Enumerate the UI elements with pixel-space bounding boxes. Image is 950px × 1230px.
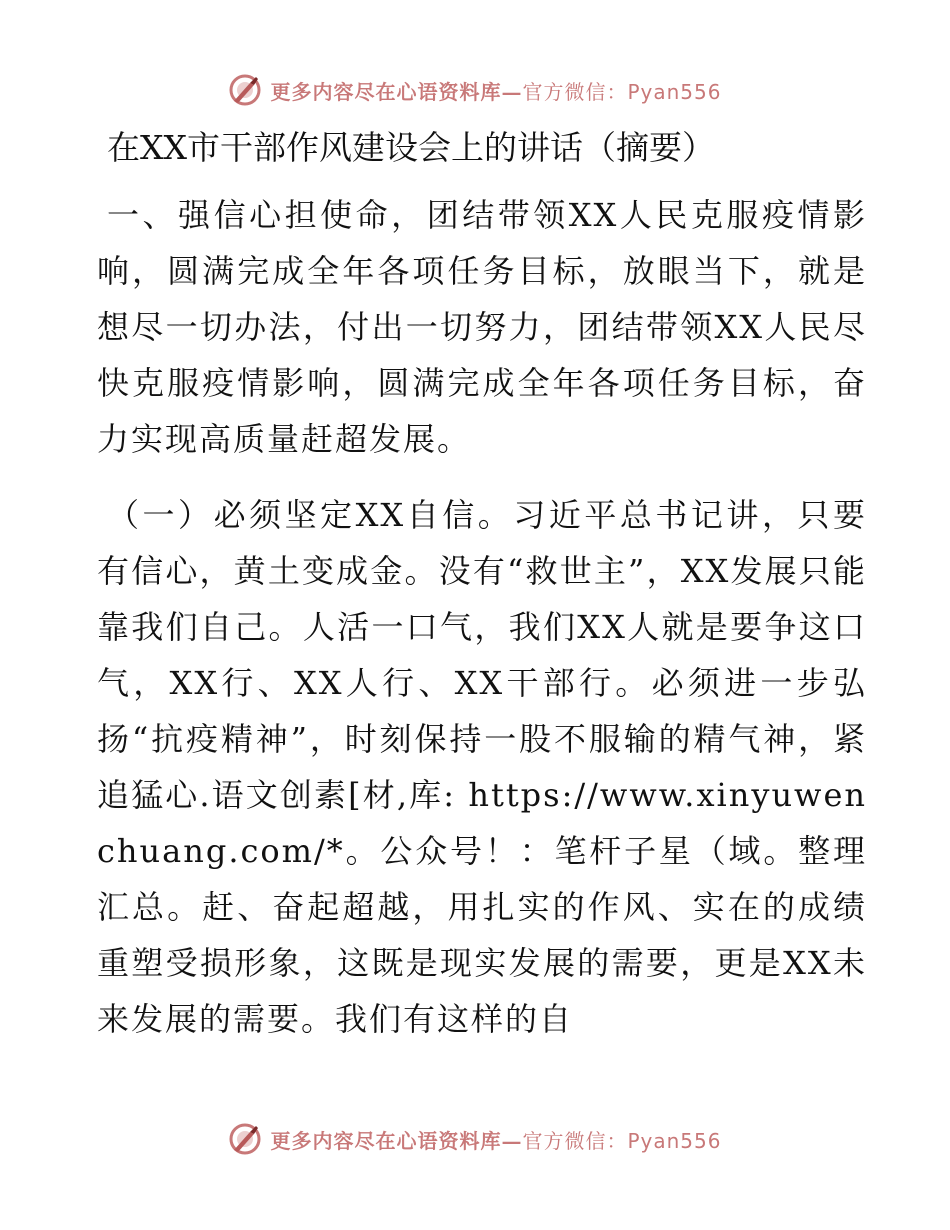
footer-banner-main: 更多内容尽在心语资料库 xyxy=(270,1128,502,1153)
header-watermark-banner xyxy=(0,70,950,110)
footer-banner-wechat: 官方微信：Pyan556 xyxy=(522,1128,722,1153)
footer-banner-text xyxy=(270,1125,721,1154)
header-banner-text xyxy=(270,76,721,105)
pen-seal-logo-icon xyxy=(228,73,262,107)
header-banner-separator: — xyxy=(501,79,523,104)
header-banner-main: 更多内容尽在心语资料库 xyxy=(270,79,502,104)
pen-seal-logo-icon xyxy=(228,1122,262,1156)
paragraph-2: （一）必须坚定XX自信。习近平总书记讲，只要有信心，黄土变成金。没有“救世主”，XX发展只能靠我们自己。人活一口气，我们XX人就是要争这口气，XX行、XX人行、XX干部行。必须进一步弘扬“抗疫精神”，时刻保持一股不服输的精气神，紧追猛心.语文创素[材,库: https://www.xinyuwenchuang.com/*。公众号！：笔杆子星（域。整理汇总。赶、奋起超越，用扎实的作风、实在的成绩重塑受损形象，这既是现实发展的需要，更是XX未来发展的需要。我们有这样的自 xyxy=(97,496,867,1038)
footer-watermark-banner xyxy=(0,1119,950,1159)
header-banner-wechat: 官方微信：Pyan556 xyxy=(522,79,722,104)
footer-banner-separator: — xyxy=(501,1128,523,1153)
document-title: 在XX市干部作风建设会上的讲话（摘要） xyxy=(107,128,715,167)
document-body xyxy=(97,124,867,1067)
paragraph-1: 一、强信心担使命，团结带领XX人民克服疫情影响，圆满完成全年各项任务目标，放眼当下，就是想尽一切办法，付出一切努力，团结带领XX人民尽快克服疫情影响，圆满完成全年各项任务目标，奋力实现高质量赶超发展。 xyxy=(97,196,867,458)
